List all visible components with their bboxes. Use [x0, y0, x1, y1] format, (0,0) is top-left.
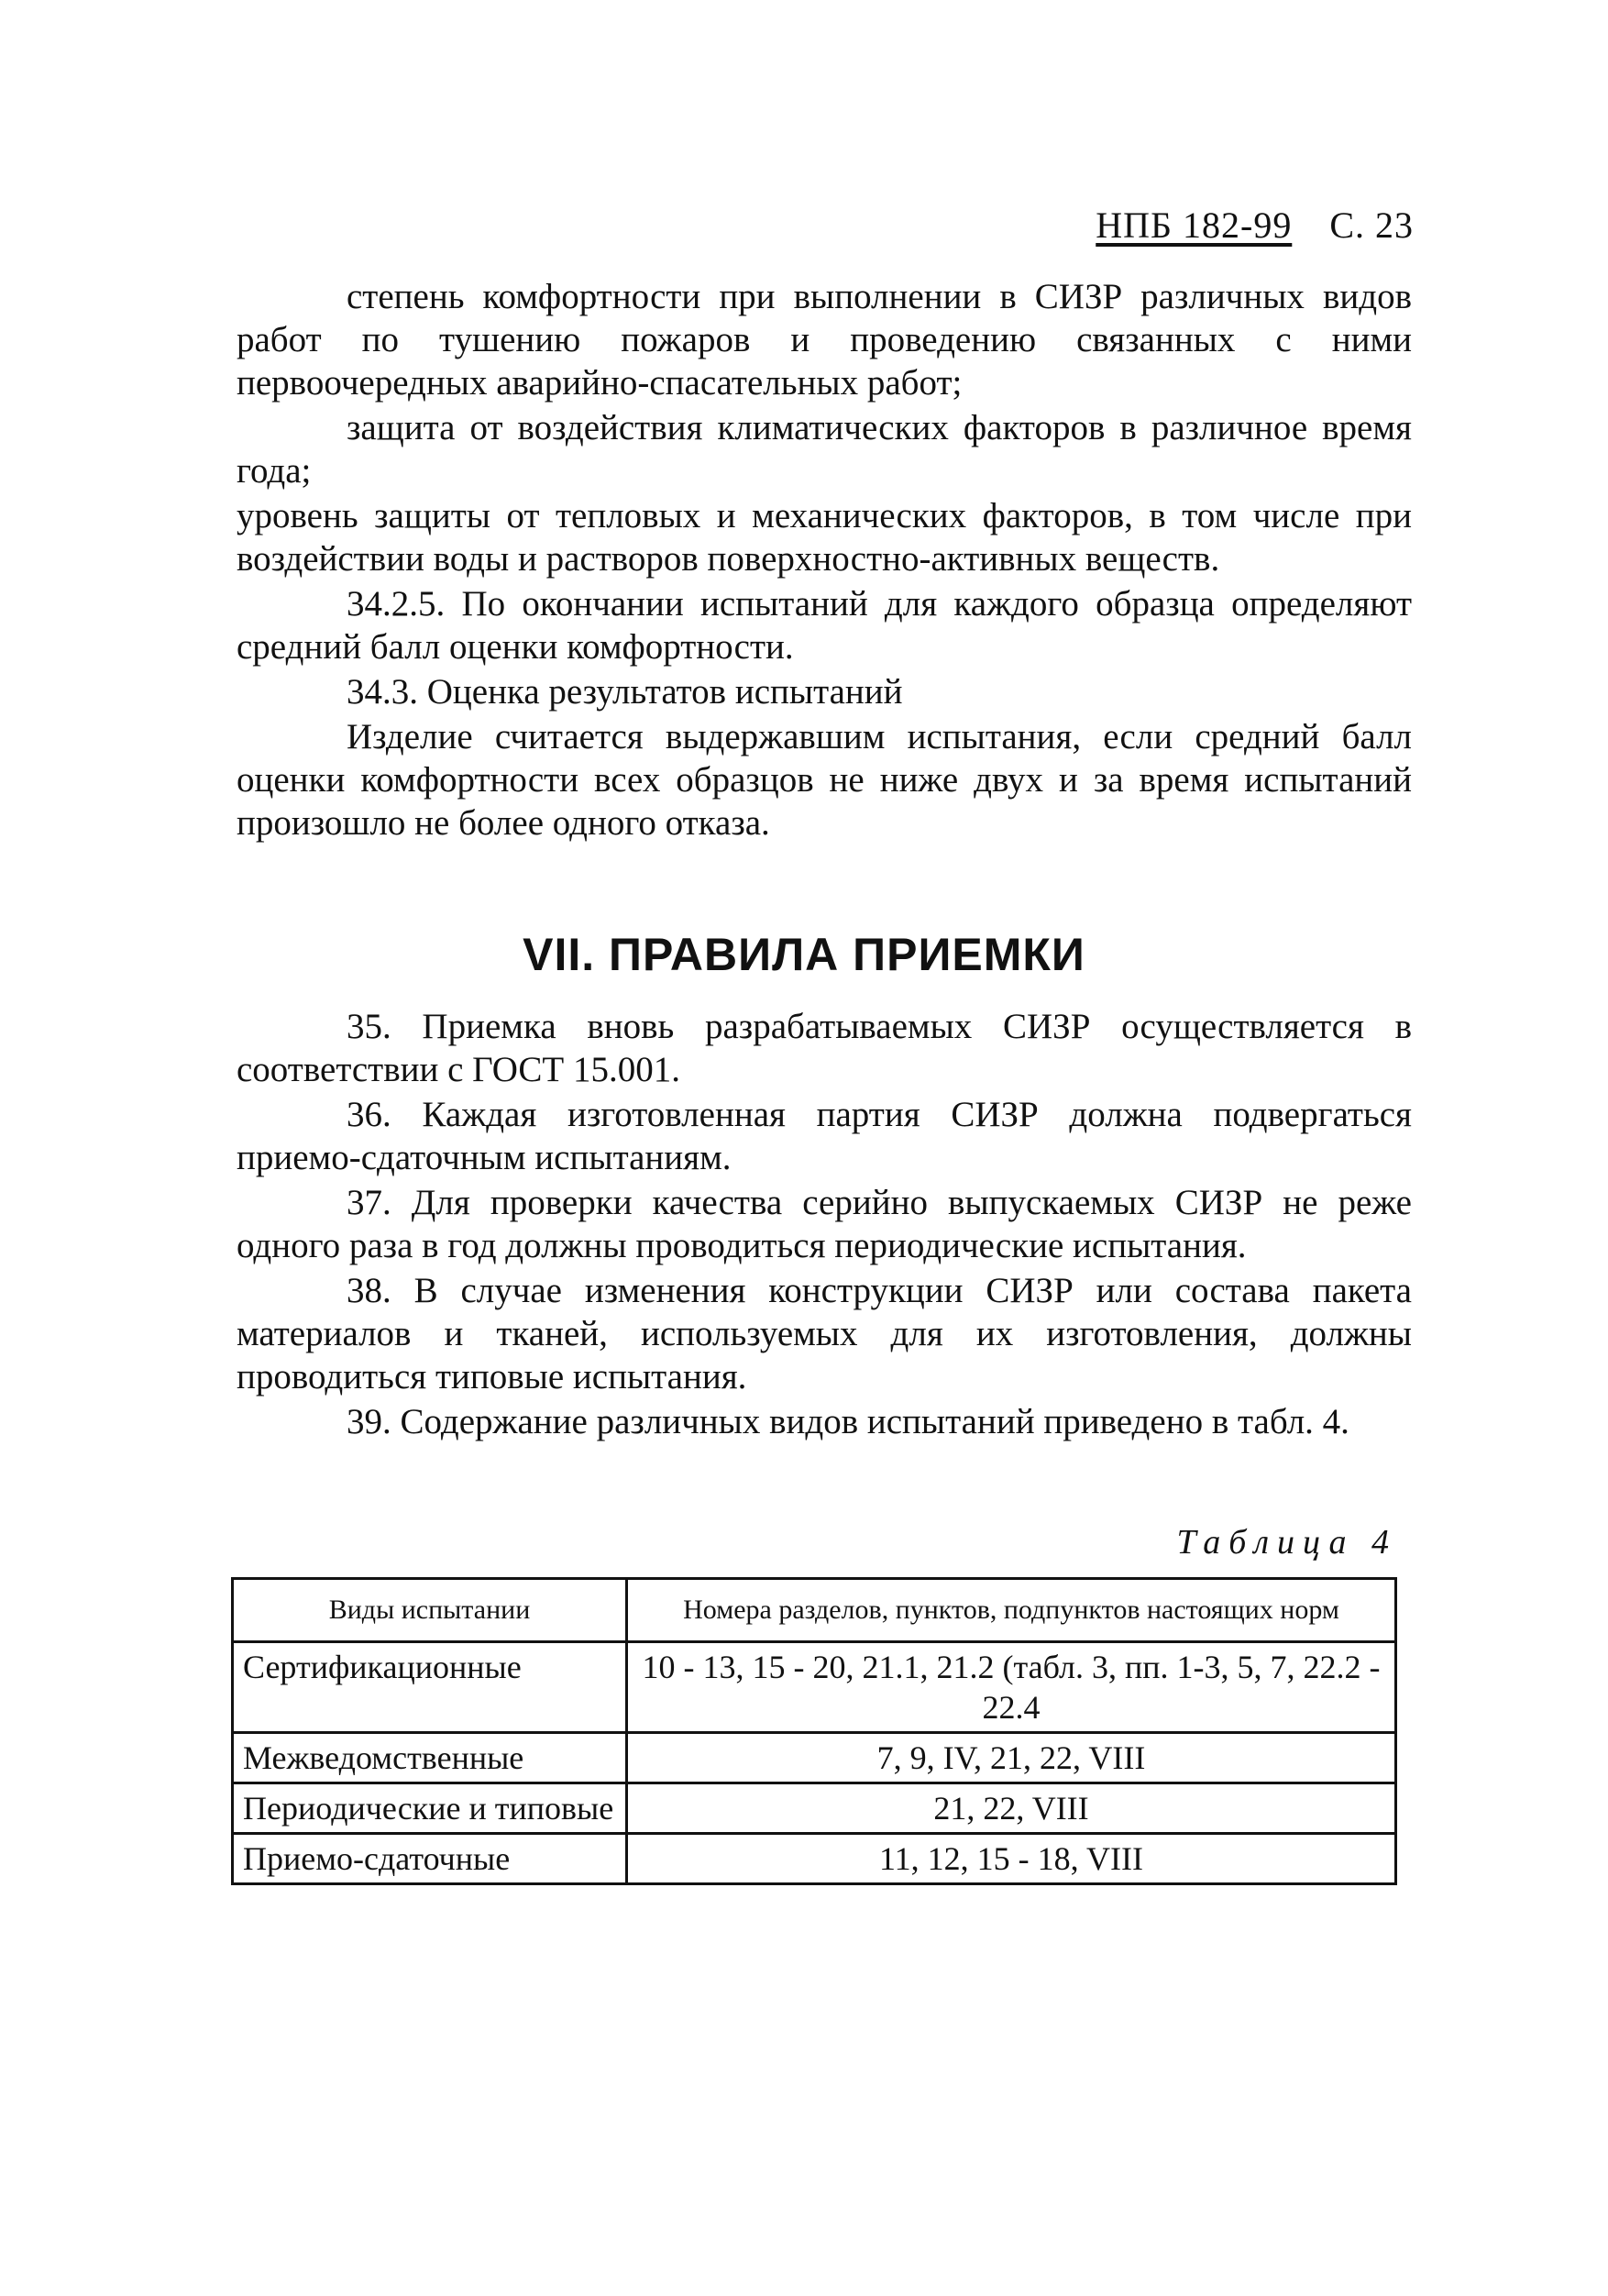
paragraph: 35. Приемка вновь разрабатываемых СИЗР осуществляется в соответствии с ГОСТ 15.001. — [237, 1007, 1412, 1089]
document-code: НПБ 182-99 — [1096, 204, 1293, 246]
table-row — [233, 1834, 1396, 1884]
bottom-text-block — [237, 1005, 1412, 1445]
paragraph: Изделие считается выдержавшим испытания, если средний балл оценки комфортности всех образцов не ниже двух и за время испытаний произошло не более одного отказа. — [237, 717, 1412, 843]
page-number: С. 23 — [1329, 204, 1414, 246]
table-header-cell: Номера разделов, пунктов, подпунктов настоящих норм — [627, 1579, 1396, 1642]
paragraph: защита от воздействия климатических факторов в различное время года; — [237, 408, 1412, 491]
table-cell: 7, 9, IV, 21, 22, VIII — [627, 1733, 1396, 1783]
section-title: VII. ПРАВИЛА ПРИЕМКИ — [523, 929, 1085, 980]
paragraph: 34.3. Оценка результатов испытаний — [347, 672, 903, 712]
table-header-row — [233, 1579, 1396, 1642]
table-caption: Таблица 4 — [1176, 1523, 1397, 1562]
paragraph: 34.2.5. По окончании испытаний для каждого образца определяют средний балл оценки комфортности. — [237, 584, 1412, 667]
table-cell: 21, 22, VIII — [627, 1783, 1396, 1834]
table-cell: Приемо-сдаточные — [233, 1834, 627, 1884]
paragraph: 39. Содержание различных видов испытаний приведено в табл. 4. — [347, 1402, 1349, 1441]
table-header-cell: Виды испытании — [233, 1579, 627, 1642]
paragraph: 37. Для проверки качества серийно выпускаемых СИЗР не реже одного раза в год должны проводиться периодические испытания. — [237, 1183, 1412, 1265]
paragraph: 36. Каждая изготовленная партия СИЗР должна подвергаться приемо-сдаточным испытаниям. — [237, 1095, 1412, 1177]
page-header — [1096, 204, 1414, 247]
table-cell: 11, 12, 15 - 18, VIII — [627, 1834, 1396, 1884]
table-row — [233, 1783, 1396, 1834]
table-cell: Сертификационные — [233, 1642, 627, 1733]
table-row — [233, 1733, 1396, 1783]
paragraph: степень комфортности при выполнении в СИЗР различных видов работ по тушению пожаров и проведению связанных с ними первоочередных аварийно-спасательных работ; — [237, 277, 1412, 403]
table-row — [233, 1642, 1396, 1733]
table-cell: 10 - 13, 15 - 20, 21.1, 21.2 (табл. 3, пп. 1-3, 5, 7, 22.2 - 22.4 — [627, 1642, 1396, 1733]
paragraph: 38. В случае изменения конструкции СИЗР или состава пакета материалов и тканей, используемых для их изготовления, должны проводиться типовые испытания. — [237, 1271, 1412, 1396]
table-cell: Периодические и типовые — [233, 1783, 627, 1834]
paragraph: уровень защиты от тепловых и механических факторов, в том числе при воздействии воды и растворов поверхностно-активных веществ. — [237, 496, 1412, 579]
table-cell: Межведомственные — [233, 1733, 627, 1783]
top-text-block — [237, 275, 1412, 846]
tests-table — [231, 1577, 1397, 1885]
